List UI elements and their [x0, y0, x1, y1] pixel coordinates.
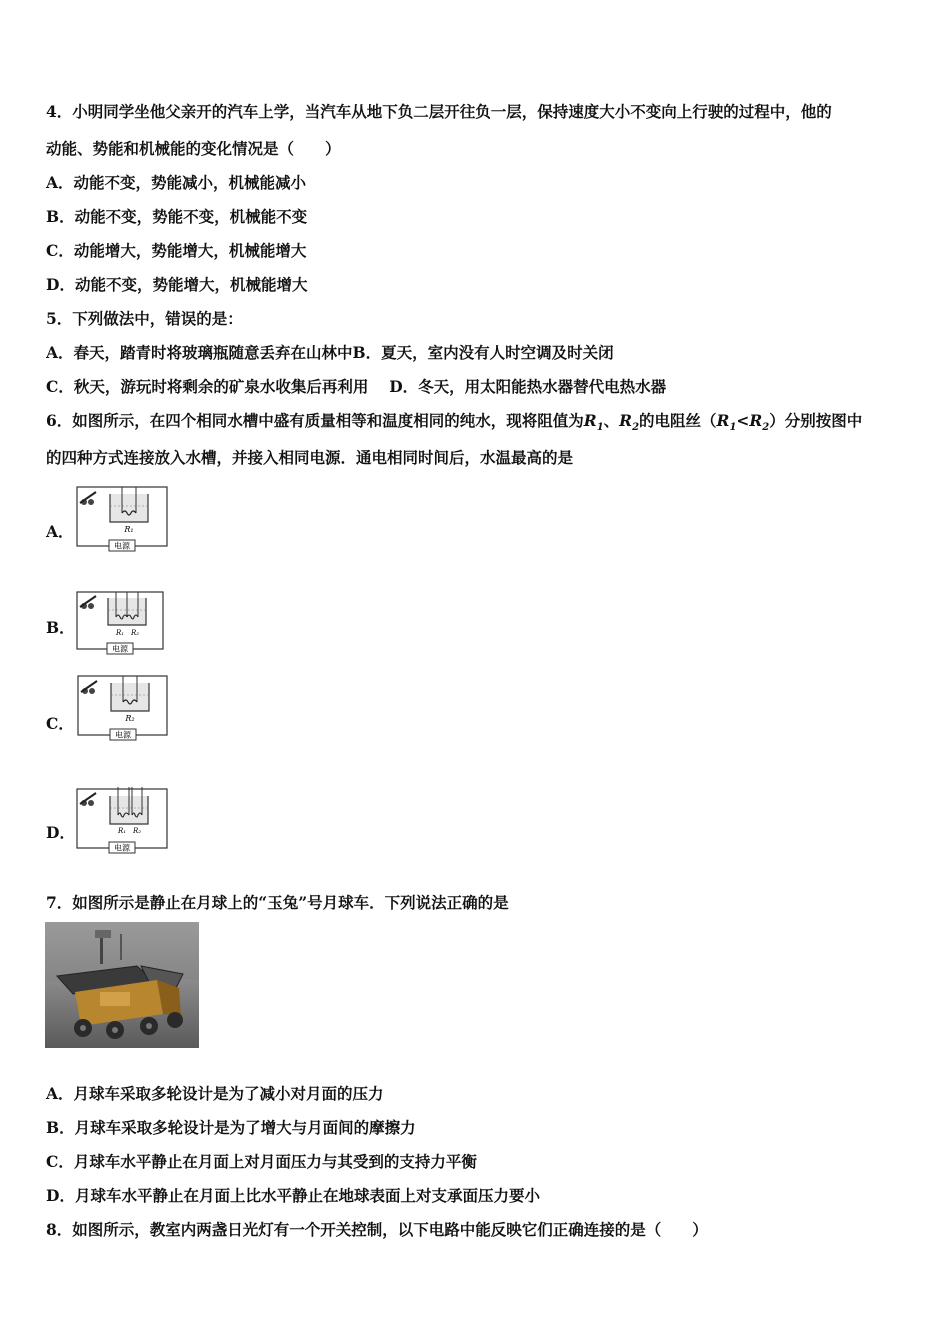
- q4-option-c: C．动能增大，势能增大，机械能增大: [46, 241, 307, 260]
- q6-option-a-label: A．: [46, 522, 74, 541]
- q5-stem: 5．下列做法中，错误的是：: [46, 309, 243, 328]
- q6-stem-text-c: ）分别按图中: [769, 411, 863, 430]
- q6-option-b-label: B．: [46, 618, 75, 637]
- q6-sep: 、: [603, 411, 620, 430]
- fig-c-resistor-label: R₂: [125, 714, 135, 723]
- q6-stem-line1: [46, 411, 862, 438]
- fig-d-power-label: 电源: [114, 843, 130, 853]
- q4-stem-line1: 4．小明同学坐他父亲开的汽车上学，当汽车从地下负二层开往负一层，保持速度大小不变向上行驶的过程中，他的: [46, 102, 832, 121]
- fig-d-resistor1-label: R₁: [117, 827, 127, 835]
- q5-options-row1: A．春天，踏青时将玻璃瓶随意丢弃在山林中B．夏天，室内没有人时空调及时关闭: [46, 343, 614, 362]
- q4-option-b: B．动能不变，势能不变，机械能不变: [46, 207, 308, 226]
- r2-letter-cmp: R: [749, 411, 763, 430]
- r2-sub: 2: [632, 422, 640, 434]
- r2-symbol-cmp: [749, 411, 770, 434]
- r1-letter: R: [583, 411, 597, 430]
- r1-symbol: [583, 411, 604, 434]
- q6-less-than: <: [736, 411, 750, 430]
- r1-sub: 1: [596, 422, 604, 434]
- r1-letter-cmp: R: [716, 411, 730, 430]
- q7-option-b: B．月球车采取多轮设计是为了增大与月面间的摩擦力: [46, 1118, 416, 1137]
- r2-letter: R: [619, 411, 633, 430]
- r1-symbol-cmp: [716, 411, 737, 434]
- fig-b-power-label: 电源: [112, 644, 128, 654]
- q6-stem-text-a: 6．如图所示，在四个相同水槽中盛有质量相等和温度相同的纯水，现将阻值为: [46, 411, 584, 430]
- q4-stem-line2: 动能、势能和机械能的变化情况是（ ）: [46, 139, 341, 158]
- fig-b-resistor2-label: R₂: [130, 629, 140, 637]
- q6-circuit-c: [74, 673, 170, 745]
- q5-options-row2: C．秋天，游玩时将剩余的矿泉水收集后再利用 D．冬天，用太阳能热水器替代电热水器: [46, 377, 667, 396]
- r1-sub-cmp: 1: [729, 422, 737, 434]
- q7-option-d: D．月球车水平静止在月面上比水平静止在地球表面上对支承面压力要小: [46, 1186, 540, 1205]
- q6-stem-text-b: 的电阻丝（: [639, 411, 717, 430]
- q7-stem: 7．如图所示是静止在月球上的“玉兔”号月球车．下列说法正确的是: [46, 893, 509, 912]
- q6-stem-line2: 的四种方式连接放入水槽，并接入相同电源．通电相同时间后，水温最高的是: [46, 448, 574, 467]
- fig-a-power-label: 电源: [114, 541, 130, 551]
- q6-circuit-a: [74, 484, 170, 556]
- fig-c-power-label: 电源: [115, 730, 131, 740]
- q6-option-d-label: D．: [46, 823, 75, 842]
- q4-option-a: A．动能不变，势能减小，机械能减小: [46, 173, 307, 192]
- r2-sub-cmp: 2: [762, 422, 770, 434]
- fig-d-resistor2-label: R₂: [132, 827, 142, 835]
- q6-circuit-b: [74, 589, 166, 659]
- q7-option-a: A．月球车采取多轮设计是为了减小对月面的压力: [46, 1084, 384, 1103]
- yutu-rover-photo: [45, 922, 199, 1048]
- fig-a-resistor-label: R₁: [124, 525, 134, 534]
- q6-option-c-label: C．: [46, 714, 74, 733]
- r2-symbol: [619, 411, 640, 434]
- q7-option-c: C．月球车水平静止在月面上对月面压力与其受到的支持力平衡: [46, 1152, 477, 1171]
- q8-stem: 8．如图所示，教室内两盏日光灯有一个开关控制，以下电路中能反映它们正确连接的是（ ）: [46, 1220, 708, 1239]
- q6-circuit-d: [74, 785, 170, 859]
- q4-option-d: D．动能不变，势能增大，机械能增大: [46, 275, 308, 294]
- fig-b-resistor1-label: R₁: [115, 629, 125, 637]
